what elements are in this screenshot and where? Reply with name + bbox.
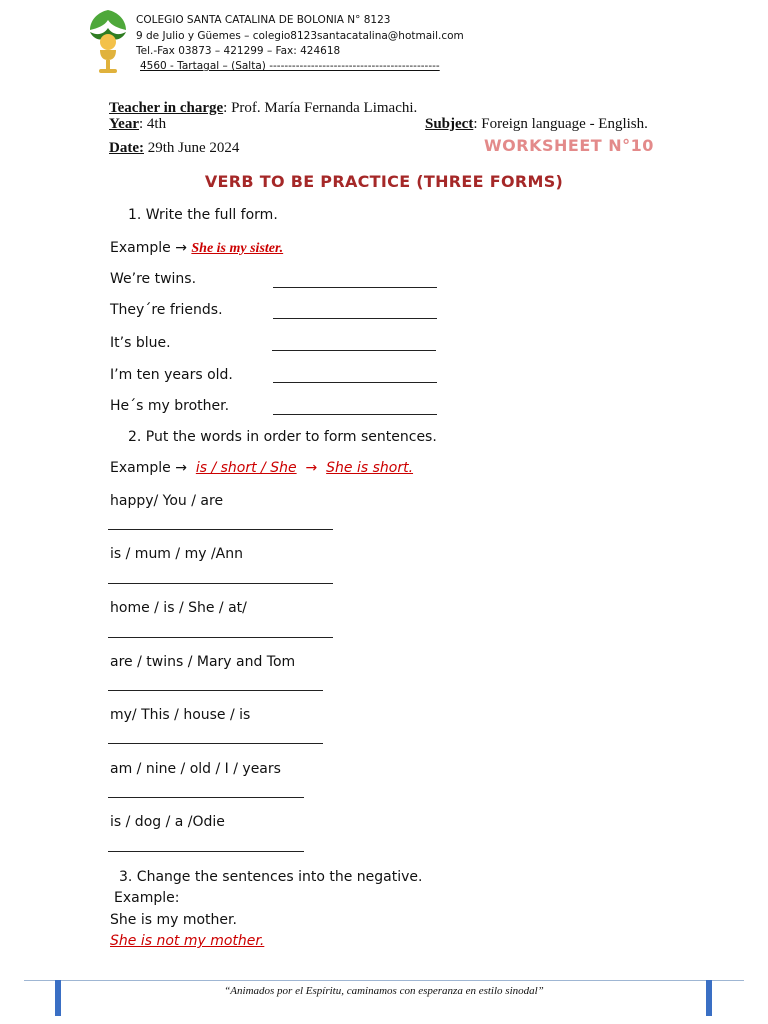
date-line [109, 140, 239, 157]
worksheet-number: WORKSHEET N°10 [484, 136, 654, 155]
exercise3-example-label: Example: [114, 890, 180, 906]
answer-line[interactable] [273, 287, 437, 288]
ex2-item: happy/ You / are [110, 493, 224, 509]
answer-line[interactable] [108, 797, 304, 798]
ex2-item: is / mum / my /Ann [110, 546, 243, 562]
example-answer: She is short. [326, 460, 414, 476]
ex1-item: We’re twins. [110, 271, 197, 287]
answer-line[interactable] [273, 318, 437, 319]
exercise2-instruction: 2. Put the words in order to form sentences. [128, 429, 437, 445]
exercise3-example-answer: She is not my mother. [110, 933, 265, 949]
answer-line[interactable] [108, 743, 323, 744]
answer-line[interactable] [272, 350, 436, 351]
example-words: is / short / She [195, 460, 297, 476]
exercise2-example [110, 460, 413, 476]
example-label: Example → [110, 460, 187, 476]
example-answer: She is my sister. [191, 241, 284, 256]
ex1-item: He´s my brother. [110, 398, 230, 414]
worksheet-title: VERB TO BE PRACTICE (THREE FORMS) [204, 172, 564, 191]
school-phone: Tel.-Fax 03873 – 421299 – Fax: 424618 [136, 45, 341, 57]
teacher-line [109, 100, 417, 117]
answer-line[interactable] [273, 414, 437, 415]
ex1-item: I’m ten years old. [110, 367, 233, 383]
answer-line[interactable] [108, 690, 323, 691]
date-label: Date: [109, 140, 144, 156]
ex2-item: is / dog / a /Odie [110, 814, 225, 830]
school-logo [84, 6, 132, 76]
example-label: Example → [110, 240, 187, 256]
date-value: 29th June 2024 [143, 140, 240, 156]
ex2-item: home / is / She / at/ [110, 600, 247, 616]
ex1-item: It’s blue. [110, 335, 171, 351]
exercise1-example [110, 240, 283, 257]
subject-line [425, 116, 648, 133]
answer-line[interactable] [108, 583, 333, 584]
school-name: COLEGIO SANTA CATALINA DE BOLONIA N° 8123 [136, 14, 391, 26]
ex2-item: my/ This / house / is [110, 707, 251, 723]
year-line [109, 116, 166, 133]
teacher-value: : Prof. María Fernanda Limachi. [223, 100, 418, 116]
teacher-label: Teacher in charge [109, 100, 224, 116]
ex2-item: am / nine / old / I / years [110, 761, 281, 777]
subject-value: : Foreign language - English. [473, 116, 648, 132]
arrow-icon: → [305, 460, 318, 476]
subject-label: Subject [425, 116, 474, 132]
footer-divider [24, 980, 744, 981]
exercise1-instruction: 1. Write the full form. [128, 207, 278, 223]
answer-line[interactable] [273, 382, 437, 383]
answer-line[interactable] [108, 851, 304, 852]
answer-line[interactable] [108, 637, 333, 638]
footer-motto: “Animados por el Espíritu, caminamos con esperanza en estilo sinodal” [224, 985, 544, 997]
ex1-item: They´re friends. [110, 302, 223, 318]
exercise3-instruction: 3. Change the sentences into the negative. [119, 869, 423, 885]
ex2-item: are / twins / Mary and Tom [110, 654, 296, 670]
school-location: 4560 - Tartagal – (Salta) --------------------------------------------- [140, 60, 440, 72]
exercise3-example-sentence: She is my mother. [110, 912, 237, 928]
year-value: : 4th [139, 116, 167, 132]
school-address: 9 de Julio y Güemes – colegio8123santacatalina@hotmail.com [136, 30, 464, 42]
year-label: Year [109, 116, 139, 132]
answer-line[interactable] [108, 529, 333, 530]
